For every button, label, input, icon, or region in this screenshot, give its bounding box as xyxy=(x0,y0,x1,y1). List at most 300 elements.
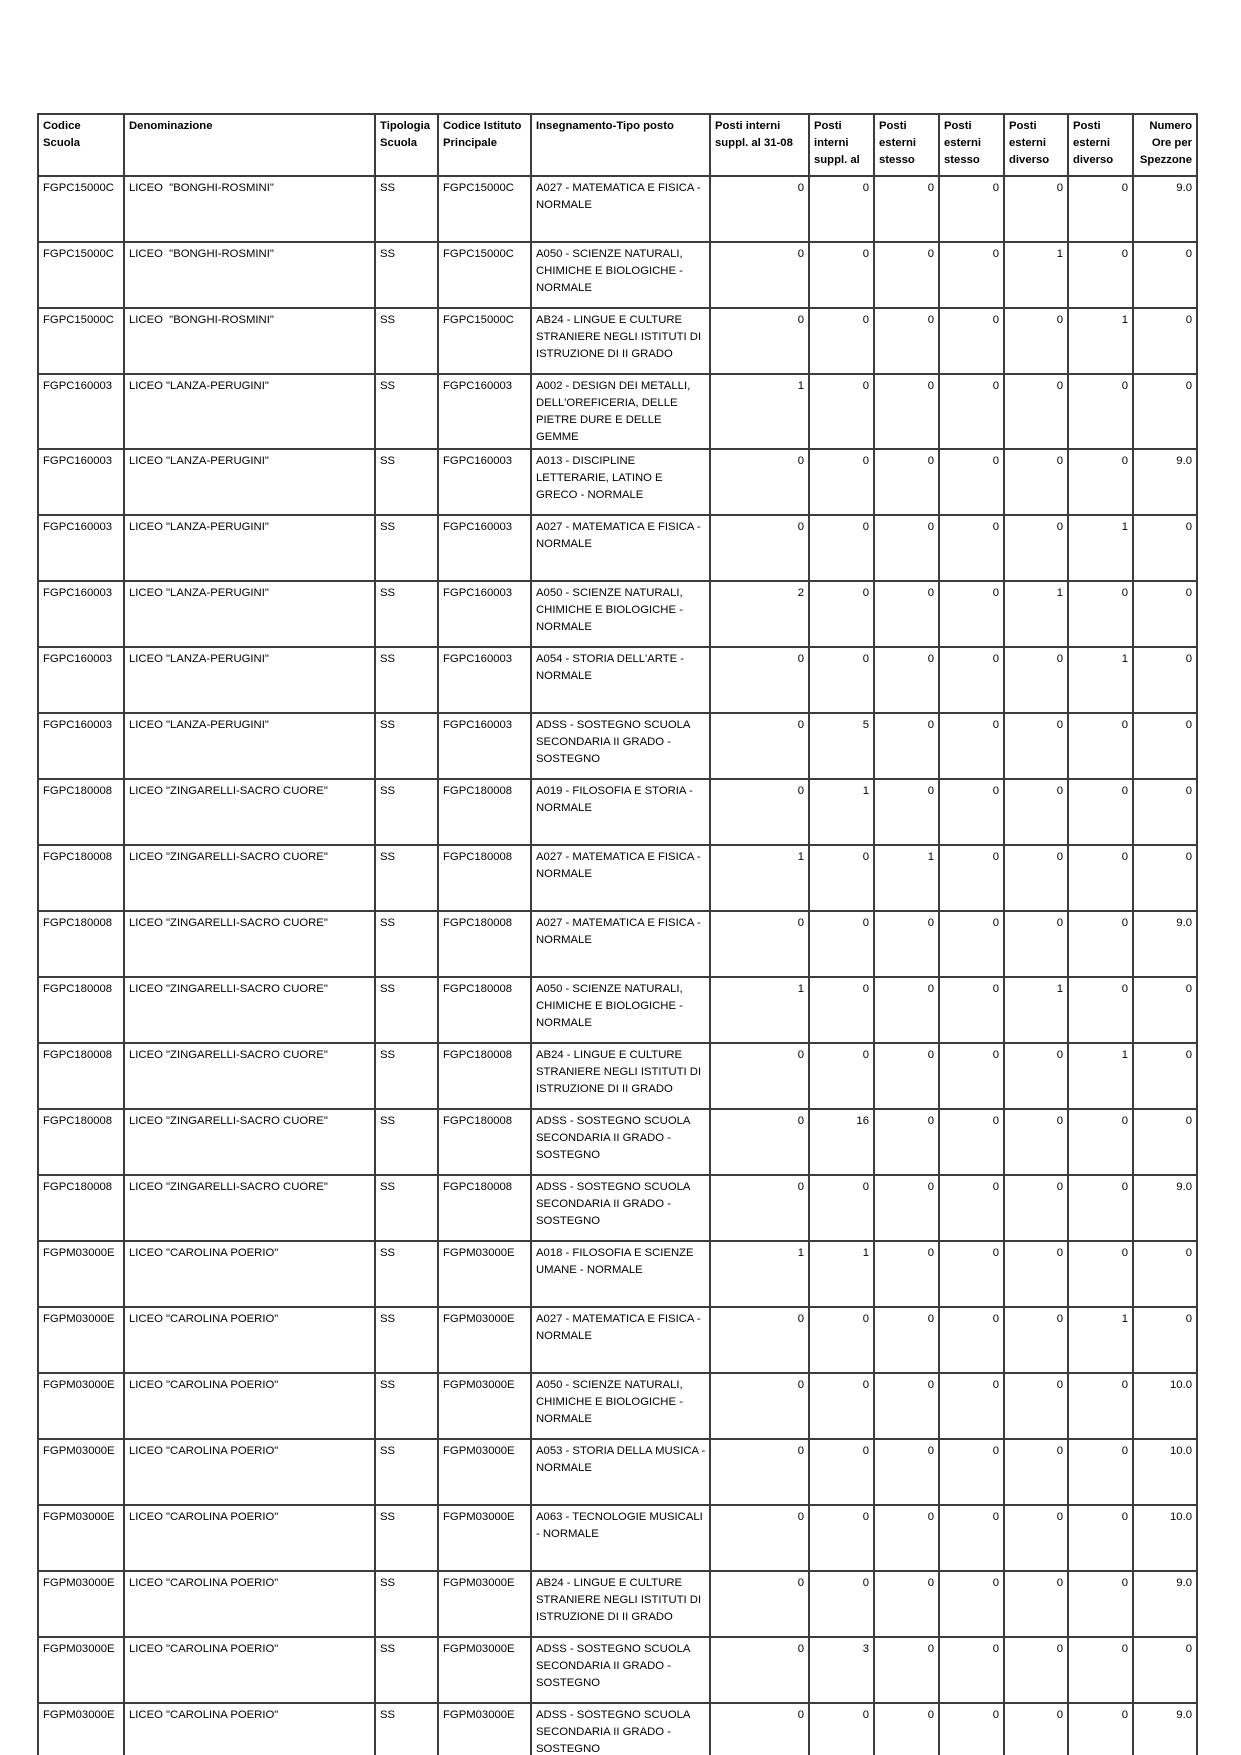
cell-posti-esterni-diverso-2: 0 xyxy=(1068,1241,1133,1307)
cell-denominazione: LICEO "LANZA-PERUGINI" xyxy=(124,374,375,449)
cell-denominazione: LICEO "ZINGARELLI-SACRO CUORE" xyxy=(124,1043,375,1109)
cell-tipologia-scuola: SS xyxy=(375,1043,438,1109)
cell-posti-esterni-diverso-2: 1 xyxy=(1068,515,1133,581)
cell-tipologia-scuola: SS xyxy=(375,1109,438,1175)
cell-insegnamento-tipo-posto: ADSS - SOSTEGNO SCUOLA SECONDARIA II GRADO - SOSTEGNO xyxy=(531,713,710,779)
column-header-numero-ore-per-spezzone: Numero Ore per Spezzone xyxy=(1133,114,1197,176)
cell-codice-istituto-principale: FGPM03000E xyxy=(438,1307,531,1373)
cell-insegnamento-tipo-posto: AB24 - LINGUE E CULTURE STRANIERE NEGLI ISTITUTI DI ISTRUZIONE DI II GRADO xyxy=(531,1043,710,1109)
cell-posti-interni-suppl-al: 0 xyxy=(809,1373,874,1439)
table-row xyxy=(38,515,1197,581)
column-header-posti-esterni-stesso-1: Posti esterni stesso xyxy=(874,114,939,176)
table-row xyxy=(38,1175,1197,1241)
cell-posti-esterni-stesso-2: 0 xyxy=(939,449,1004,515)
cell-posti-esterni-diverso-1: 1 xyxy=(1004,581,1068,647)
column-header-posti-interni-suppl-31-08: Posti interni suppl. al 31-08 xyxy=(710,114,809,176)
cell-posti-esterni-diverso-1: 0 xyxy=(1004,647,1068,713)
cell-posti-esterni-stesso-2: 0 xyxy=(939,176,1004,242)
table-row xyxy=(38,581,1197,647)
cell-posti-esterni-stesso-2: 0 xyxy=(939,713,1004,779)
cell-codice-istituto-principale: FGPM03000E xyxy=(438,1373,531,1439)
cell-posti-interni-suppl-al: 0 xyxy=(809,1439,874,1505)
cell-denominazione: LICEO "ZINGARELLI-SACRO CUORE" xyxy=(124,1109,375,1175)
cell-posti-esterni-diverso-2: 0 xyxy=(1068,977,1133,1043)
cell-posti-esterni-diverso-1: 0 xyxy=(1004,176,1068,242)
cell-posti-esterni-stesso-2: 0 xyxy=(939,1637,1004,1703)
cell-codice-istituto-principale: FGPC15000C xyxy=(438,176,531,242)
column-header-tipologia-scuola: Tipologia Scuola xyxy=(375,114,438,176)
cell-posti-esterni-stesso-2: 0 xyxy=(939,911,1004,977)
cell-posti-esterni-diverso-1: 0 xyxy=(1004,308,1068,374)
cell-posti-interni-suppl-31-08: 0 xyxy=(710,515,809,581)
cell-insegnamento-tipo-posto: A018 - FILOSOFIA E SCIENZE UMANE - NORMALE xyxy=(531,1241,710,1307)
cell-posti-esterni-diverso-2: 0 xyxy=(1068,1175,1133,1241)
cell-posti-interni-suppl-31-08: 0 xyxy=(710,1109,809,1175)
cell-tipologia-scuola: SS xyxy=(375,911,438,977)
cell-codice-istituto-principale: FGPM03000E xyxy=(438,1571,531,1637)
cell-denominazione: LICEO "CAROLINA POERIO" xyxy=(124,1373,375,1439)
cell-tipologia-scuola: SS xyxy=(375,1439,438,1505)
table-row xyxy=(38,977,1197,1043)
cell-posti-esterni-diverso-2: 0 xyxy=(1068,374,1133,449)
cell-posti-interni-suppl-31-08: 2 xyxy=(710,581,809,647)
cell-posti-interni-suppl-al: 0 xyxy=(809,449,874,515)
cell-codice-istituto-principale: FGPC15000C xyxy=(438,242,531,308)
cell-codice-istituto-principale: FGPC180008 xyxy=(438,779,531,845)
cell-tipologia-scuola: SS xyxy=(375,1505,438,1571)
cell-posti-esterni-stesso-2: 0 xyxy=(939,1043,1004,1109)
table-row xyxy=(38,911,1197,977)
cell-posti-esterni-stesso-2: 0 xyxy=(939,1439,1004,1505)
cell-posti-esterni-stesso-2: 0 xyxy=(939,1571,1004,1637)
cell-posti-esterni-diverso-2: 0 xyxy=(1068,242,1133,308)
cell-posti-esterni-diverso-2: 0 xyxy=(1068,713,1133,779)
cell-numero-ore-per-spezzone: 0 xyxy=(1133,242,1197,308)
cell-posti-esterni-diverso-2: 0 xyxy=(1068,779,1133,845)
cell-posti-interni-suppl-al: 0 xyxy=(809,176,874,242)
cell-posti-esterni-diverso-2: 0 xyxy=(1068,1703,1133,1755)
cell-insegnamento-tipo-posto: AB24 - LINGUE E CULTURE STRANIERE NEGLI ISTITUTI DI ISTRUZIONE DI II GRADO xyxy=(531,1571,710,1637)
cell-posti-interni-suppl-31-08: 0 xyxy=(710,242,809,308)
cell-tipologia-scuola: SS xyxy=(375,176,438,242)
cell-posti-esterni-stesso-2: 0 xyxy=(939,308,1004,374)
cell-codice-istituto-principale: FGPC160003 xyxy=(438,449,531,515)
cell-posti-esterni-diverso-2: 0 xyxy=(1068,911,1133,977)
table-row xyxy=(38,779,1197,845)
cell-denominazione: LICEO "CAROLINA POERIO" xyxy=(124,1637,375,1703)
cell-codice-istituto-principale: FGPM03000E xyxy=(438,1637,531,1703)
cell-posti-interni-suppl-31-08: 0 xyxy=(710,779,809,845)
table-row xyxy=(38,1439,1197,1505)
cell-denominazione: LICEO "CAROLINA POERIO" xyxy=(124,1439,375,1505)
table-row xyxy=(38,1703,1197,1755)
report-table xyxy=(37,113,1198,1755)
table-header-row xyxy=(38,114,1197,176)
cell-posti-interni-suppl-al: 0 xyxy=(809,1175,874,1241)
cell-posti-esterni-stesso-1: 0 xyxy=(874,1703,939,1755)
cell-posti-interni-suppl-al: 0 xyxy=(809,308,874,374)
cell-posti-esterni-diverso-1: 0 xyxy=(1004,1439,1068,1505)
cell-tipologia-scuola: SS xyxy=(375,647,438,713)
cell-posti-interni-suppl-31-08: 0 xyxy=(710,1505,809,1571)
cell-codice-istituto-principale: FGPC160003 xyxy=(438,713,531,779)
cell-posti-esterni-stesso-2: 0 xyxy=(939,1307,1004,1373)
cell-codice-scuola: FGPM03000E xyxy=(38,1241,124,1307)
cell-posti-esterni-diverso-1: 0 xyxy=(1004,1637,1068,1703)
cell-posti-esterni-stesso-2: 0 xyxy=(939,1241,1004,1307)
cell-tipologia-scuola: SS xyxy=(375,1571,438,1637)
cell-posti-esterni-diverso-2: 0 xyxy=(1068,1505,1133,1571)
cell-posti-interni-suppl-31-08: 1 xyxy=(710,845,809,911)
cell-posti-interni-suppl-al: 5 xyxy=(809,713,874,779)
cell-posti-esterni-stesso-1: 0 xyxy=(874,1637,939,1703)
cell-numero-ore-per-spezzone: 0 xyxy=(1133,374,1197,449)
cell-codice-istituto-principale: FGPC180008 xyxy=(438,1043,531,1109)
cell-posti-interni-suppl-al: 0 xyxy=(809,1505,874,1571)
cell-posti-esterni-stesso-1: 0 xyxy=(874,176,939,242)
cell-codice-istituto-principale: FGPC160003 xyxy=(438,581,531,647)
cell-codice-scuola: FGPC180008 xyxy=(38,1043,124,1109)
cell-tipologia-scuola: SS xyxy=(375,845,438,911)
cell-codice-istituto-principale: FGPC180008 xyxy=(438,911,531,977)
cell-posti-esterni-stesso-1: 0 xyxy=(874,242,939,308)
cell-numero-ore-per-spezzone: 10.0 xyxy=(1133,1373,1197,1439)
cell-posti-esterni-stesso-1: 0 xyxy=(874,449,939,515)
cell-posti-esterni-stesso-2: 0 xyxy=(939,374,1004,449)
cell-tipologia-scuola: SS xyxy=(375,977,438,1043)
cell-denominazione: LICEO "BONGHI-ROSMINI" xyxy=(124,308,375,374)
cell-posti-esterni-diverso-2: 0 xyxy=(1068,449,1133,515)
cell-posti-interni-suppl-al: 0 xyxy=(809,1703,874,1755)
cell-tipologia-scuola: SS xyxy=(375,1703,438,1755)
cell-codice-scuola: FGPM03000E xyxy=(38,1571,124,1637)
cell-posti-esterni-stesso-2: 0 xyxy=(939,1109,1004,1175)
cell-insegnamento-tipo-posto: A019 - FILOSOFIA E STORIA - NORMALE xyxy=(531,779,710,845)
cell-posti-interni-suppl-31-08: 0 xyxy=(710,176,809,242)
cell-posti-interni-suppl-31-08: 0 xyxy=(710,1571,809,1637)
cell-posti-esterni-stesso-1: 0 xyxy=(874,977,939,1043)
cell-codice-istituto-principale: FGPC180008 xyxy=(438,1175,531,1241)
column-header-posti-esterni-diverso-1: Posti esterni diverso xyxy=(1004,114,1068,176)
cell-posti-interni-suppl-31-08: 0 xyxy=(710,1637,809,1703)
table-row xyxy=(38,713,1197,779)
cell-denominazione: LICEO "CAROLINA POERIO" xyxy=(124,1571,375,1637)
cell-tipologia-scuola: SS xyxy=(375,242,438,308)
cell-posti-esterni-stesso-2: 0 xyxy=(939,779,1004,845)
column-header-posti-interni-suppl-al: Posti interni suppl. al xyxy=(809,114,874,176)
cell-posti-interni-suppl-al: 3 xyxy=(809,1637,874,1703)
cell-denominazione: LICEO "ZINGARELLI-SACRO CUORE" xyxy=(124,779,375,845)
column-header-insegnamento-tipo-posto: Insegnamento-Tipo posto xyxy=(531,114,710,176)
cell-numero-ore-per-spezzone: 9.0 xyxy=(1133,1175,1197,1241)
column-header-codice-scuola: Codice Scuola xyxy=(38,114,124,176)
cell-posti-interni-suppl-al: 0 xyxy=(809,515,874,581)
cell-tipologia-scuola: SS xyxy=(375,1175,438,1241)
cell-posti-esterni-diverso-1: 0 xyxy=(1004,515,1068,581)
cell-insegnamento-tipo-posto: A054 - STORIA DELL'ARTE - NORMALE xyxy=(531,647,710,713)
cell-posti-esterni-diverso-2: 0 xyxy=(1068,1373,1133,1439)
table-row xyxy=(38,449,1197,515)
cell-posti-esterni-diverso-1: 0 xyxy=(1004,1307,1068,1373)
cell-posti-interni-suppl-al: 0 xyxy=(809,1043,874,1109)
cell-codice-scuola: FGPC180008 xyxy=(38,1109,124,1175)
cell-denominazione: LICEO "CAROLINA POERIO" xyxy=(124,1505,375,1571)
cell-insegnamento-tipo-posto: A027 - MATEMATICA E FISICA - NORMALE xyxy=(531,1307,710,1373)
cell-insegnamento-tipo-posto: A063 - TECNOLOGIE MUSICALI - NORMALE xyxy=(531,1505,710,1571)
cell-codice-scuola: FGPC15000C xyxy=(38,176,124,242)
cell-insegnamento-tipo-posto: ADSS - SOSTEGNO SCUOLA SECONDARIA II GRADO - SOSTEGNO xyxy=(531,1175,710,1241)
table-row xyxy=(38,845,1197,911)
cell-numero-ore-per-spezzone: 9.0 xyxy=(1133,176,1197,242)
cell-codice-istituto-principale: FGPC160003 xyxy=(438,515,531,581)
cell-denominazione: LICEO "LANZA-PERUGINI" xyxy=(124,581,375,647)
cell-codice-scuola: FGPM03000E xyxy=(38,1637,124,1703)
cell-insegnamento-tipo-posto: A027 - MATEMATICA E FISICA - NORMALE xyxy=(531,911,710,977)
cell-posti-esterni-stesso-1: 0 xyxy=(874,1307,939,1373)
cell-posti-interni-suppl-al: 0 xyxy=(809,374,874,449)
cell-posti-interni-suppl-al: 0 xyxy=(809,911,874,977)
cell-codice-scuola: FGPM03000E xyxy=(38,1307,124,1373)
cell-posti-interni-suppl-al: 0 xyxy=(809,242,874,308)
cell-posti-esterni-stesso-1: 0 xyxy=(874,308,939,374)
cell-posti-esterni-diverso-2: 0 xyxy=(1068,176,1133,242)
cell-posti-esterni-stesso-1: 0 xyxy=(874,374,939,449)
cell-posti-esterni-diverso-1: 0 xyxy=(1004,845,1068,911)
table-row xyxy=(38,1307,1197,1373)
cell-codice-scuola: FGPC180008 xyxy=(38,845,124,911)
cell-denominazione: LICEO "LANZA-PERUGINI" xyxy=(124,515,375,581)
cell-insegnamento-tipo-posto: ADSS - SOSTEGNO SCUOLA SECONDARIA II GRADO - SOSTEGNO xyxy=(531,1637,710,1703)
cell-posti-esterni-stesso-1: 1 xyxy=(874,845,939,911)
table-row xyxy=(38,1373,1197,1439)
table-row xyxy=(38,176,1197,242)
cell-tipologia-scuola: SS xyxy=(375,1373,438,1439)
cell-posti-interni-suppl-31-08: 0 xyxy=(710,1439,809,1505)
cell-insegnamento-tipo-posto: A053 - STORIA DELLA MUSICA - NORMALE xyxy=(531,1439,710,1505)
cell-numero-ore-per-spezzone: 0 xyxy=(1133,1043,1197,1109)
cell-posti-interni-suppl-31-08: 1 xyxy=(710,374,809,449)
cell-codice-scuola: FGPM03000E xyxy=(38,1439,124,1505)
cell-codice-scuola: FGPC160003 xyxy=(38,449,124,515)
cell-posti-esterni-diverso-1: 1 xyxy=(1004,977,1068,1043)
cell-codice-istituto-principale: FGPC15000C xyxy=(438,308,531,374)
cell-posti-esterni-diverso-1: 0 xyxy=(1004,1043,1068,1109)
cell-posti-esterni-stesso-1: 0 xyxy=(874,1439,939,1505)
cell-tipologia-scuola: SS xyxy=(375,713,438,779)
cell-codice-scuola: FGPC180008 xyxy=(38,911,124,977)
cell-posti-esterni-stesso-2: 0 xyxy=(939,1505,1004,1571)
cell-posti-esterni-diverso-1: 0 xyxy=(1004,1109,1068,1175)
cell-denominazione: LICEO "LANZA-PERUGINI" xyxy=(124,647,375,713)
table-row xyxy=(38,1241,1197,1307)
cell-posti-esterni-stesso-1: 0 xyxy=(874,647,939,713)
cell-posti-esterni-stesso-1: 0 xyxy=(874,911,939,977)
cell-posti-esterni-stesso-1: 0 xyxy=(874,515,939,581)
cell-posti-esterni-stesso-2: 0 xyxy=(939,515,1004,581)
column-header-denominazione: Denominazione xyxy=(124,114,375,176)
cell-numero-ore-per-spezzone: 0 xyxy=(1133,308,1197,374)
cell-denominazione: LICEO "CAROLINA POERIO" xyxy=(124,1241,375,1307)
cell-posti-interni-suppl-31-08: 0 xyxy=(710,1175,809,1241)
table-body xyxy=(38,176,1197,1755)
cell-codice-scuola: FGPC160003 xyxy=(38,713,124,779)
cell-numero-ore-per-spezzone: 0 xyxy=(1133,845,1197,911)
cell-numero-ore-per-spezzone: 0 xyxy=(1133,1637,1197,1703)
cell-codice-scuola: FGPC180008 xyxy=(38,977,124,1043)
cell-posti-esterni-stesso-1: 0 xyxy=(874,581,939,647)
cell-codice-istituto-principale: FGPC160003 xyxy=(438,647,531,713)
cell-posti-esterni-stesso-1: 0 xyxy=(874,779,939,845)
table-row xyxy=(38,1637,1197,1703)
cell-posti-esterni-diverso-2: 0 xyxy=(1068,1439,1133,1505)
cell-posti-esterni-stesso-2: 0 xyxy=(939,1175,1004,1241)
cell-denominazione: LICEO "LANZA-PERUGINI" xyxy=(124,449,375,515)
cell-tipologia-scuola: SS xyxy=(375,449,438,515)
cell-denominazione: LICEO "LANZA-PERUGINI" xyxy=(124,713,375,779)
cell-posti-esterni-diverso-2: 0 xyxy=(1068,1571,1133,1637)
cell-posti-esterni-diverso-1: 0 xyxy=(1004,1373,1068,1439)
cell-posti-esterni-stesso-1: 0 xyxy=(874,1505,939,1571)
cell-numero-ore-per-spezzone: 0 xyxy=(1133,1307,1197,1373)
cell-posti-esterni-diverso-1: 0 xyxy=(1004,713,1068,779)
cell-codice-istituto-principale: FGPC180008 xyxy=(438,1109,531,1175)
cell-denominazione: LICEO "BONGHI-ROSMINI" xyxy=(124,242,375,308)
cell-posti-esterni-stesso-2: 0 xyxy=(939,977,1004,1043)
cell-posti-interni-suppl-31-08: 0 xyxy=(710,1373,809,1439)
cell-posti-esterni-diverso-1: 1 xyxy=(1004,242,1068,308)
cell-posti-interni-suppl-31-08: 0 xyxy=(710,911,809,977)
cell-numero-ore-per-spezzone: 0 xyxy=(1133,581,1197,647)
cell-posti-esterni-diverso-2: 0 xyxy=(1068,845,1133,911)
cell-denominazione: LICEO "ZINGARELLI-SACRO CUORE" xyxy=(124,911,375,977)
cell-posti-esterni-diverso-1: 0 xyxy=(1004,779,1068,845)
cell-posti-interni-suppl-31-08: 1 xyxy=(710,1241,809,1307)
cell-posti-interni-suppl-31-08: 0 xyxy=(710,308,809,374)
cell-posti-esterni-stesso-2: 0 xyxy=(939,1373,1004,1439)
cell-posti-esterni-diverso-1: 0 xyxy=(1004,1571,1068,1637)
cell-posti-esterni-diverso-1: 0 xyxy=(1004,1175,1068,1241)
cell-codice-scuola: FGPC15000C xyxy=(38,242,124,308)
cell-posti-esterni-diverso-1: 0 xyxy=(1004,374,1068,449)
cell-numero-ore-per-spezzone: 0 xyxy=(1133,647,1197,713)
cell-denominazione: LICEO "CAROLINA POERIO" xyxy=(124,1703,375,1755)
cell-insegnamento-tipo-posto: ADSS - SOSTEGNO SCUOLA SECONDARIA II GRADO - SOSTEGNO xyxy=(531,1109,710,1175)
cell-insegnamento-tipo-posto: A027 - MATEMATICA E FISICA - NORMALE xyxy=(531,176,710,242)
cell-posti-esterni-stesso-1: 0 xyxy=(874,1373,939,1439)
cell-numero-ore-per-spezzone: 9.0 xyxy=(1133,911,1197,977)
cell-posti-esterni-diverso-2: 1 xyxy=(1068,647,1133,713)
cell-codice-scuola: FGPC15000C xyxy=(38,308,124,374)
cell-insegnamento-tipo-posto: A027 - MATEMATICA E FISICA - NORMALE xyxy=(531,845,710,911)
cell-tipologia-scuola: SS xyxy=(375,374,438,449)
cell-posti-interni-suppl-al: 1 xyxy=(809,1241,874,1307)
cell-posti-esterni-diverso-2: 0 xyxy=(1068,1109,1133,1175)
cell-posti-esterni-stesso-1: 0 xyxy=(874,1043,939,1109)
cell-posti-esterni-diverso-1: 0 xyxy=(1004,1241,1068,1307)
cell-codice-scuola: FGPC180008 xyxy=(38,1175,124,1241)
cell-codice-scuola: FGPC160003 xyxy=(38,515,124,581)
table-row xyxy=(38,1109,1197,1175)
cell-numero-ore-per-spezzone: 0 xyxy=(1133,977,1197,1043)
table-row xyxy=(38,1043,1197,1109)
cell-numero-ore-per-spezzone: 9.0 xyxy=(1133,1703,1197,1755)
cell-posti-interni-suppl-al: 0 xyxy=(809,1571,874,1637)
cell-insegnamento-tipo-posto: A050 - SCIENZE NATURALI, CHIMICHE E BIOLOGICHE - NORMALE xyxy=(531,242,710,308)
cell-posti-esterni-stesso-2: 0 xyxy=(939,1703,1004,1755)
cell-denominazione: LICEO "BONGHI-ROSMINI" xyxy=(124,176,375,242)
cell-insegnamento-tipo-posto: A050 - SCIENZE NATURALI, CHIMICHE E BIOLOGICHE - NORMALE xyxy=(531,581,710,647)
cell-codice-istituto-principale: FGPM03000E xyxy=(438,1241,531,1307)
cell-codice-istituto-principale: FGPC160003 xyxy=(438,374,531,449)
cell-insegnamento-tipo-posto: A002 - DESIGN DEI METALLI, DELL'OREFICERIA, DELLE PIETRE DURE E DELLE GEMME xyxy=(531,374,710,449)
cell-posti-esterni-stesso-2: 0 xyxy=(939,845,1004,911)
cell-codice-scuola: FGPC160003 xyxy=(38,581,124,647)
cell-posti-interni-suppl-al: 0 xyxy=(809,977,874,1043)
cell-codice-istituto-principale: FGPM03000E xyxy=(438,1505,531,1571)
cell-posti-esterni-stesso-1: 0 xyxy=(874,1571,939,1637)
cell-codice-istituto-principale: FGPC180008 xyxy=(438,977,531,1043)
table-row xyxy=(38,308,1197,374)
cell-posti-interni-suppl-al: 0 xyxy=(809,647,874,713)
cell-posti-interni-suppl-31-08: 0 xyxy=(710,1307,809,1373)
cell-denominazione: LICEO "ZINGARELLI-SACRO CUORE" xyxy=(124,977,375,1043)
cell-posti-interni-suppl-31-08: 0 xyxy=(710,1703,809,1755)
cell-codice-istituto-principale: FGPC180008 xyxy=(438,845,531,911)
cell-numero-ore-per-spezzone: 0 xyxy=(1133,713,1197,779)
cell-insegnamento-tipo-posto: A050 - SCIENZE NATURALI, CHIMICHE E BIOLOGICHE - NORMALE xyxy=(531,1373,710,1439)
cell-posti-esterni-diverso-2: 1 xyxy=(1068,1307,1133,1373)
cell-posti-esterni-diverso-1: 0 xyxy=(1004,1703,1068,1755)
cell-posti-esterni-diverso-1: 0 xyxy=(1004,1505,1068,1571)
cell-posti-interni-suppl-al: 16 xyxy=(809,1109,874,1175)
cell-posti-esterni-stesso-1: 0 xyxy=(874,1241,939,1307)
cell-posti-esterni-stesso-1: 0 xyxy=(874,713,939,779)
column-header-codice-istituto-principale: Codice Istituto Principale xyxy=(438,114,531,176)
cell-posti-esterni-stesso-1: 0 xyxy=(874,1109,939,1175)
cell-insegnamento-tipo-posto: A050 - SCIENZE NATURALI, CHIMICHE E BIOLOGICHE - NORMALE xyxy=(531,977,710,1043)
cell-posti-interni-suppl-31-08: 1 xyxy=(710,977,809,1043)
column-header-posti-esterni-diverso-2: Posti esterni diverso xyxy=(1068,114,1133,176)
cell-tipologia-scuola: SS xyxy=(375,779,438,845)
table-row xyxy=(38,647,1197,713)
cell-posti-interni-suppl-31-08: 0 xyxy=(710,1043,809,1109)
cell-numero-ore-per-spezzone: 10.0 xyxy=(1133,1439,1197,1505)
cell-posti-interni-suppl-31-08: 0 xyxy=(710,647,809,713)
cell-codice-istituto-principale: FGPM03000E xyxy=(438,1439,531,1505)
cell-denominazione: LICEO "CAROLINA POERIO" xyxy=(124,1307,375,1373)
cell-posti-esterni-diverso-1: 0 xyxy=(1004,449,1068,515)
cell-posti-esterni-diverso-2: 1 xyxy=(1068,308,1133,374)
cell-posti-esterni-diverso-2: 0 xyxy=(1068,581,1133,647)
cell-posti-interni-suppl-al: 0 xyxy=(809,845,874,911)
cell-codice-scuola: FGPM03000E xyxy=(38,1505,124,1571)
cell-numero-ore-per-spezzone: 0 xyxy=(1133,515,1197,581)
cell-numero-ore-per-spezzone: 0 xyxy=(1133,1241,1197,1307)
cell-numero-ore-per-spezzone: 0 xyxy=(1133,779,1197,845)
cell-posti-interni-suppl-31-08: 0 xyxy=(710,713,809,779)
cell-posti-interni-suppl-al: 0 xyxy=(809,1307,874,1373)
table-row xyxy=(38,1505,1197,1571)
cell-codice-istituto-principale: FGPM03000E xyxy=(438,1703,531,1755)
cell-insegnamento-tipo-posto: A013 - DISCIPLINE LETTERARIE, LATINO E GRECO - NORMALE xyxy=(531,449,710,515)
cell-tipologia-scuola: SS xyxy=(375,581,438,647)
cell-insegnamento-tipo-posto: A027 - MATEMATICA E FISICA - NORMALE xyxy=(531,515,710,581)
cell-posti-esterni-diverso-2: 0 xyxy=(1068,1637,1133,1703)
cell-codice-scuola: FGPC160003 xyxy=(38,374,124,449)
cell-posti-esterni-stesso-1: 0 xyxy=(874,1175,939,1241)
cell-numero-ore-per-spezzone: 9.0 xyxy=(1133,1571,1197,1637)
cell-posti-interni-suppl-al: 1 xyxy=(809,779,874,845)
